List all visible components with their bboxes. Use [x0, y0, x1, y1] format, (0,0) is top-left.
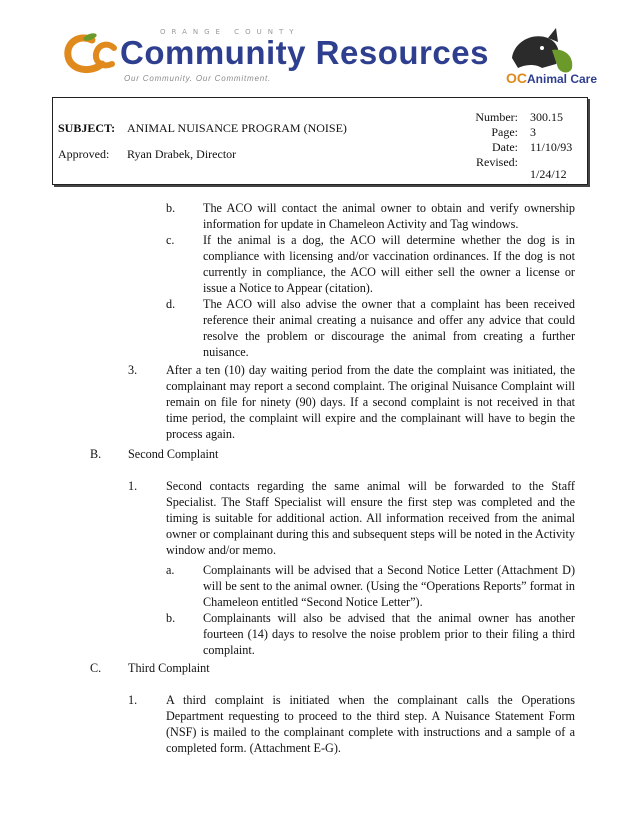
step-text: Second contacts regarding the same animal will be forwarded to the Staff Specialist. The Staff Specialist will ensure the first step was completed and the timing is suitable for additional action. All information received from the animal owner or complainant during this and subsequent steps will be noted in the Activity window and/or memo. [166, 479, 575, 557]
list-item-text: The ACO will contact the animal owner to obtain and verify ownership information for update in Chameleon Activity and Tag windows. [203, 201, 575, 231]
list-item-label: b. [166, 201, 176, 215]
animal-care-label [506, 70, 597, 86]
subject-label: SUBJECT: [58, 121, 116, 135]
logo-tagline: Our Community. Our Commitment. [124, 74, 271, 83]
number-value: 300.15 [530, 110, 563, 124]
section-title: Third Complaint [128, 661, 210, 675]
list-item-label: d. [166, 297, 176, 311]
date-label: Date: [492, 140, 518, 154]
list-item-text: Complainants will also be advised that the animal owner has another fourteen (14) days to resolve the noise problem prior to their filing a third complaint. [203, 611, 575, 657]
revised-value: 1/24/12 [530, 167, 567, 181]
list-item-text: Complainants will be advised that a Second Notice Letter (Attachment D) will be sent to the animal owner. (Using the “Operations Reports” format in Chameleon entitled “Second Notice Letter”). [203, 563, 575, 609]
step-text: After a ten (10) day waiting period from the date the complaint was initiated, the complainant may report a second complaint. The original Nuisance Complaint will remain on file for ninety (90) days. If a second complaint is not received in that time period, the complaint will expire and the complainant will have to begin the process again. [166, 363, 575, 441]
approved-value: Ryan Drabek, Director [127, 147, 237, 161]
list-item-text: The ACO will also advise the owner that a complaint has been received reference their animal creating a nuisance and offer any advice that could resolve the problem or discourage the animal from creating a further nuisance. [203, 297, 575, 359]
list-item-label: a. [166, 563, 175, 577]
logo-brand: Community Resources [120, 34, 489, 71]
logo-county: ORANGE COUNTY [160, 28, 300, 36]
subject-value: ANIMAL NUISANCE PROGRAM (NOISE) [127, 121, 347, 135]
animal-care-text: Animal Care [527, 72, 598, 86]
section-label: C. [90, 661, 102, 675]
revised-label: Revised: [476, 155, 518, 169]
section-title: Second Complaint [128, 447, 219, 461]
animal-care-oc: OC [506, 70, 527, 86]
number-label: Number: [475, 110, 518, 124]
date-value: 11/10/93 [530, 140, 573, 154]
step-label: 3. [128, 363, 138, 377]
step-label: 1. [128, 479, 138, 493]
step-label: 1. [128, 693, 138, 707]
page-label: Page: [491, 125, 518, 139]
list-item-label: b. [166, 611, 176, 625]
oc-logo-icon [62, 30, 122, 74]
section-label: B. [90, 447, 102, 461]
list-item-label: c. [166, 233, 175, 247]
list-item-text: If the animal is a dog, the ACO will determine whether the dog is in compliance with licensing and/or vaccination ordinances. If the dog is not currently in compliance, the ACO will either sell the owner a license or issue a Notice to Appear (citation). [203, 233, 575, 295]
page-value: 3 [530, 125, 536, 139]
approved-label: Approved: [58, 147, 110, 161]
step-text: A third complaint is initiated when the complainant calls the Operations Department requesting to proceed to the third step. A Nuisance Statement Form (NSF) is mailed to the complainant complete with instructions and a sample of a completed form. (Attachment E-G). [166, 693, 575, 755]
